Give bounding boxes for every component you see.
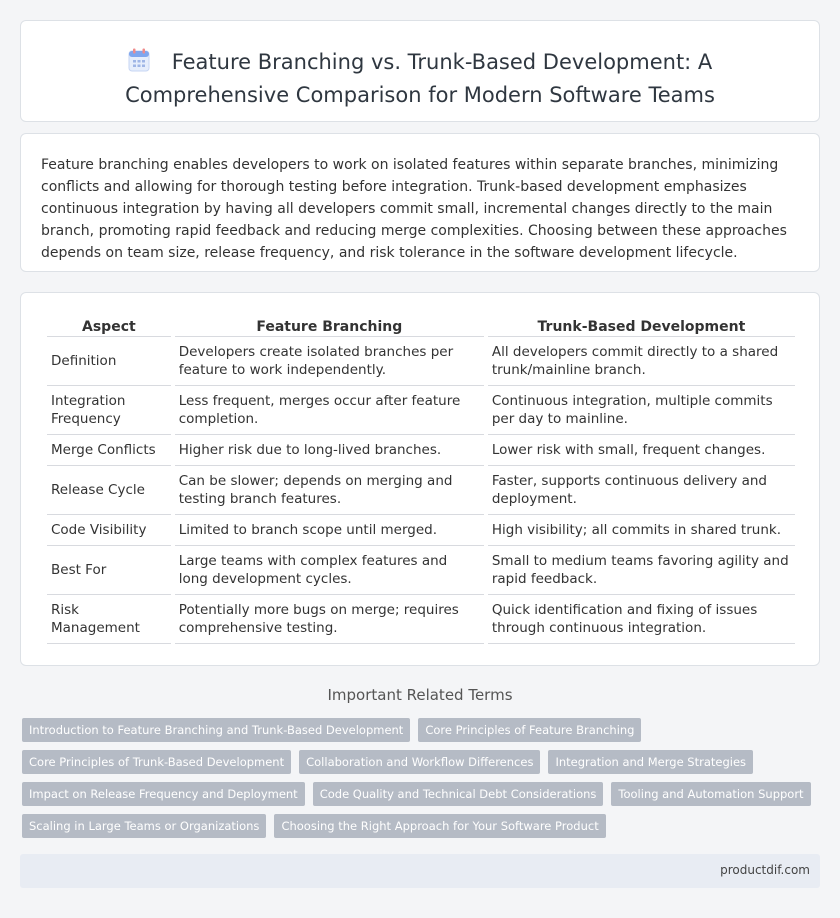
related-term-tag[interactable]: Tooling and Automation Support [611, 782, 810, 806]
row-feature-branching: Developers create isolated branches per feature to work independently. [175, 337, 484, 386]
row-feature-branching: Can be slower; depends on merging and testing branch features. [175, 466, 484, 515]
header-trunk-based: Trunk-Based Development [488, 315, 795, 337]
intro-card [20, 133, 820, 272]
header-aspect: Aspect [47, 315, 171, 337]
related-term-tag[interactable]: Integration and Merge Strategies [548, 750, 753, 774]
table-header-row [47, 315, 795, 337]
footer-site-link[interactable]: productdif.com [720, 863, 810, 877]
tag-row [22, 750, 822, 774]
comparison-table [43, 315, 799, 644]
row-aspect: Merge Conflicts [47, 435, 171, 466]
row-trunk-based: High visibility; all commits in shared trunk. [488, 515, 795, 546]
footer-bar [20, 854, 820, 888]
row-aspect: Release Cycle [47, 466, 171, 515]
related-term-tag[interactable]: Impact on Release Frequency and Deployment [22, 782, 305, 806]
calendar-icon [128, 48, 150, 72]
related-term-tag[interactable]: Code Quality and Technical Debt Considerations [313, 782, 604, 806]
title-card [20, 20, 820, 122]
related-term-tag[interactable]: Core Principles of Trunk-Based Development [22, 750, 291, 774]
table-row [47, 386, 795, 435]
tag-row [22, 814, 822, 838]
related-term-tag[interactable]: Choosing the Right Approach for Your Software Product [274, 814, 605, 838]
table-row [47, 466, 795, 515]
table-row [47, 515, 795, 546]
table-row [47, 546, 795, 595]
row-trunk-based: Small to medium teams favoring agility and rapid feedback. [488, 546, 795, 595]
row-aspect: Code Visibility [47, 515, 171, 546]
row-feature-branching: Large teams with complex features and long development cycles. [175, 546, 484, 595]
row-aspect: Integration Frequency [47, 386, 171, 435]
related-terms-heading: Important Related Terms [327, 686, 513, 704]
page-title-text: Feature Branching vs. Trunk-Based Development: A Comprehensive Comparison for Modern Software Teams [125, 50, 715, 107]
row-aspect: Best For [47, 546, 171, 595]
related-term-tag[interactable]: Core Principles of Feature Branching [418, 718, 641, 742]
tag-row [22, 782, 822, 806]
row-feature-branching: Potentially more bugs on merge; requires comprehensive testing. [175, 595, 484, 644]
row-feature-branching: Less frequent, merges occur after feature completion. [175, 386, 484, 435]
table-row [47, 337, 795, 386]
header-feature-branching: Feature Branching [175, 315, 484, 337]
table-row [47, 595, 795, 644]
row-aspect: Risk Management [47, 595, 171, 644]
row-trunk-based: Quick identification and fixing of issues through continuous integration. [488, 595, 795, 644]
row-feature-branching: Higher risk due to long-lived branches. [175, 435, 484, 466]
table-row [47, 435, 795, 466]
row-trunk-based: Faster, supports continuous delivery and deployment. [488, 466, 795, 515]
related-terms-list [22, 718, 822, 846]
row-aspect: Definition [47, 337, 171, 386]
row-feature-branching: Limited to branch scope until merged. [175, 515, 484, 546]
related-term-tag[interactable]: Introduction to Feature Branching and Trunk-Based Development [22, 718, 410, 742]
page-title [61, 46, 779, 112]
related-term-tag[interactable]: Scaling in Large Teams or Organizations [22, 814, 266, 838]
tag-row [22, 718, 822, 742]
related-term-tag[interactable]: Collaboration and Workflow Differences [299, 750, 540, 774]
intro-paragraph: Feature branching enables developers to work on isolated features within separate branches, minimizing conflicts and allowing for thorough testing before integration. Trunk-based development emphasizes continuous integration by having all developers commit small, incremental changes directly to the main branch, promoting rapid feedback and reducing merge complexities. Choosing between these approaches depends on team size, release frequency, and risk tolerance in the software development lifecycle. [41, 157, 787, 261]
row-trunk-based: Lower risk with small, frequent changes. [488, 435, 795, 466]
comparison-card [20, 292, 820, 666]
row-trunk-based: Continuous integration, multiple commits per day to mainline. [488, 386, 795, 435]
row-trunk-based: All developers commit directly to a shared trunk/mainline branch. [488, 337, 795, 386]
